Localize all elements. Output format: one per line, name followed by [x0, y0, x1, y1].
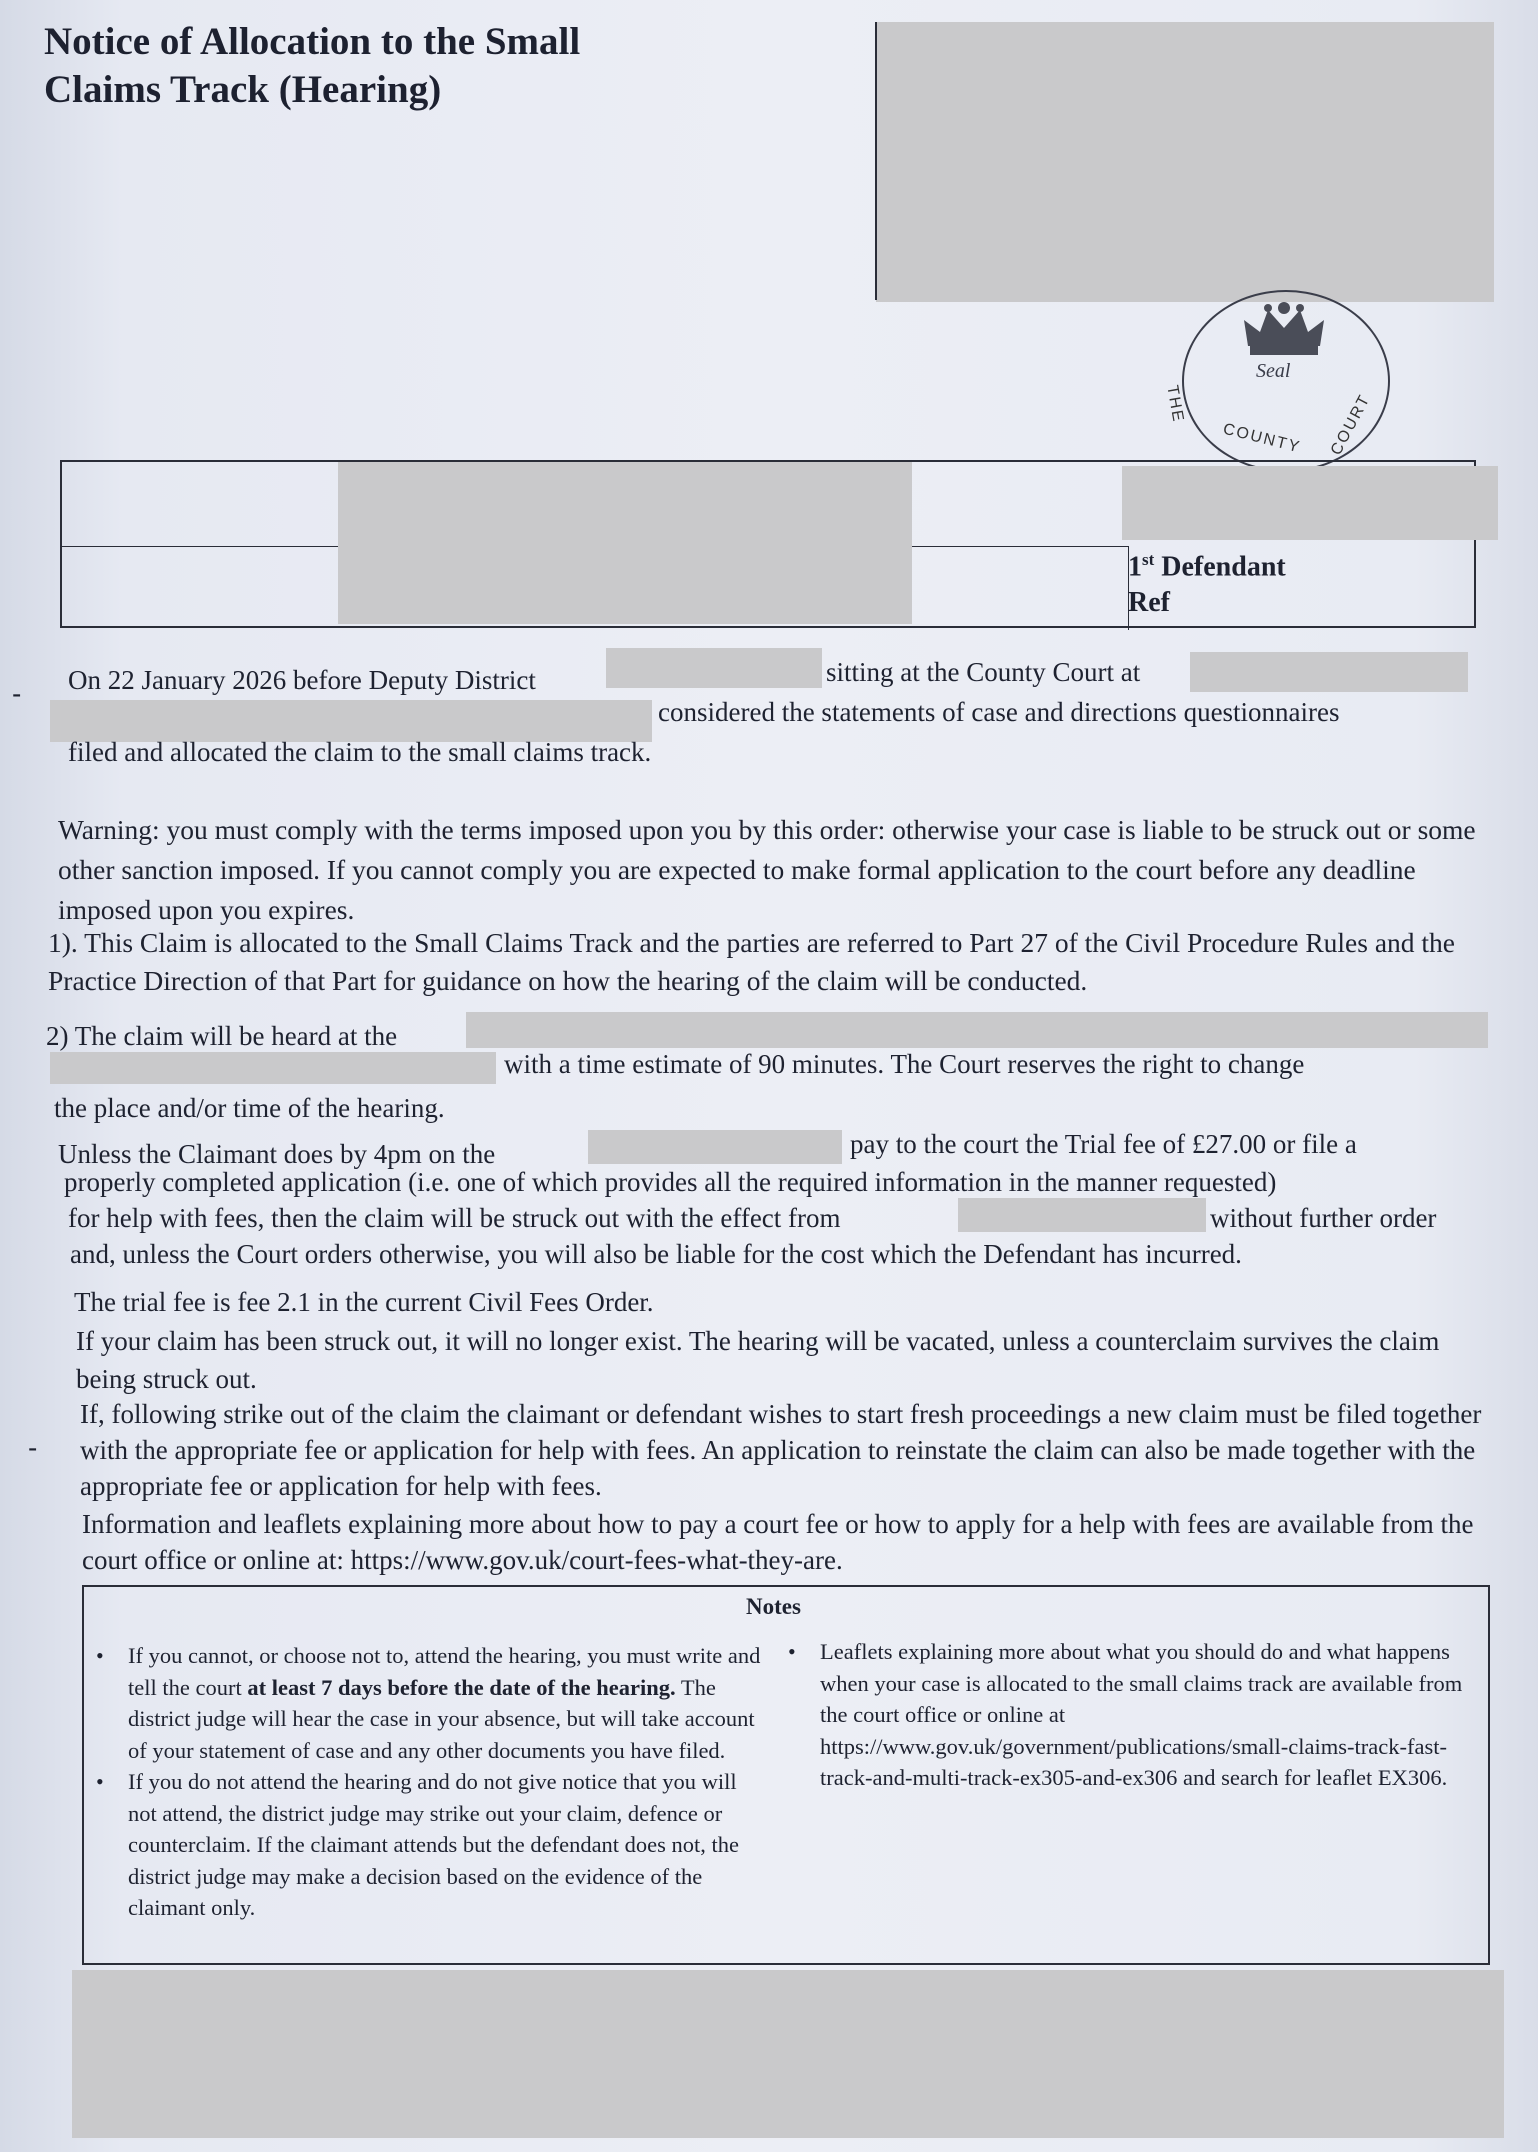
order-line-2: considered the statements of case and directions questionnaires: [658, 697, 1340, 727]
redacted-footer: [72, 1970, 1504, 2138]
notes-left-column: [84, 1640, 764, 1924]
table-row-divider-left: [62, 546, 340, 547]
point-1-text: 1). This Claim is allocated to the Small Claims Track and the parties are referred to Part 27 of the Civil Procedure Rules and the Practice Direction of that Part for guidance on how the hearing of the claim will be conducted.: [48, 927, 1456, 996]
fee-line-3b-text: without further order: [1210, 1203, 1437, 1233]
fee-line-3a: for help with fees, then the claim will be struck out with the effect from: [68, 1203, 841, 1233]
order-line-1a: On 22 January 2026 before Deputy District: [68, 665, 536, 695]
page-title: Notice of Allocation to the Small Claims Track (Hearing): [44, 20, 581, 111]
redacted-claim-number: [1122, 466, 1498, 540]
fee-line-1b: pay to the court the Trial fee of £27.00 or file a: [850, 1129, 1357, 1159]
struck-out-text: If your claim has been struck out, it will no longer exist. The hearing will be vacated, unless a counterclaim survives the claim being struck out.: [76, 1326, 1440, 1394]
redacted-court-header: [876, 22, 1494, 302]
first-defendant-ref-label: 1st Defendant Ref: [1128, 550, 1286, 619]
redacted-claim-details: [338, 462, 912, 624]
margin-dash: -: [12, 678, 22, 709]
point-2-line-2: with a time estimate of 90 minutes. The Court reserves the right to change: [504, 1049, 1305, 1079]
redacted-hearing-date: [50, 1052, 496, 1084]
fee-line-2: properly completed application (i.e. one of which provides all the required information in the manner requested): [64, 1167, 1277, 1197]
redacted-hearing-venue: [466, 1012, 1488, 1048]
order-line-3: filed and allocated the claim to the small claims track.: [68, 737, 652, 767]
order-line-1b: sitting at the County Court at: [826, 657, 1141, 687]
fresh-proceedings-text: If, following strike out of the claim the claimant or defendant wishes to start fresh proceedings a new claim must be filed together with the appropriate fee or application for help with fees. An application to reinstate the claim can also be made together with the appropriate fee or application for help with fees.: [80, 1399, 1482, 1501]
warning-text: Warning: you must comply with the terms imposed upon you by this order: otherwise your case is liable to be struck out or some other sanction imposed. If you cannot comply you are expected to make formal application to the court before any deadline imposed upon you expires.: [58, 814, 1476, 925]
seal-word: Seal: [1256, 360, 1291, 382]
crown-icon: [1238, 300, 1330, 364]
note-item-attendance: • If you cannot, or choose not to, attend the hearing, you must write and tell the court at least 7 days before the date of the hearing. The district judge will hear the case in your absence, but will take account of your statement of case and any other documents you have filed.: [84, 1640, 764, 1766]
fee-line-4: and, unless the Court orders otherwise, you will also be liable for the cost which the Defendant has incurred.: [70, 1239, 1242, 1269]
notes-title: Notes: [746, 1594, 801, 1619]
point-2-line-1: 2) The claim will be heard at the: [46, 1021, 398, 1051]
seal-ring-text-bottom: COUNTY: [1221, 420, 1303, 457]
seal-ring-text-right: COURT: [1327, 391, 1374, 459]
redacted-fee-deadline: [588, 1130, 842, 1164]
header-box-left-border: [875, 22, 877, 300]
note-item-leaflets: • Leaflets explaining more about what you should do and what happens when your case is allocated to the small claims track are available from the court office or online at https://www.gov.uk/government/publications/small-claims-track-fast-track-and-multi-track-ex305-and-ex306 and search for leaflet EX306.: [776, 1636, 1486, 1794]
information-text: Information and leaflets explaining more about how to pay a court fee or how to apply for a help with fees are available from the court office or online at: https://www.gov.uk/court-fees-what-they-are.: [82, 1509, 1474, 1575]
point-2-line-3: the place and/or time of the hearing.: [54, 1093, 445, 1123]
notes-right-column: [776, 1636, 1486, 1794]
redacted-strike-out-date: [958, 1198, 1206, 1232]
fee-line-1a: Unless the Claimant does by 4pm on the: [58, 1139, 496, 1169]
margin-dash-2: -: [28, 1432, 38, 1463]
seal-ring-text-left: THE: [1163, 384, 1187, 425]
note-item-non-attendance: • If you do not attend the hearing and do not give notice that you will not attend, the district judge may strike out your claim, defence or counterclaim. If the claimant attends but the defendant does not, the district judge may make a decision based on the evidence of the claimant only.: [84, 1766, 764, 1924]
redacted-court-name: [1190, 652, 1468, 692]
table-row-divider-right: [912, 546, 1128, 547]
fee-line-5: The trial fee is fee 2.1 in the current Civil Fees Order.: [74, 1287, 654, 1317]
redacted-judge-name: [606, 648, 822, 688]
